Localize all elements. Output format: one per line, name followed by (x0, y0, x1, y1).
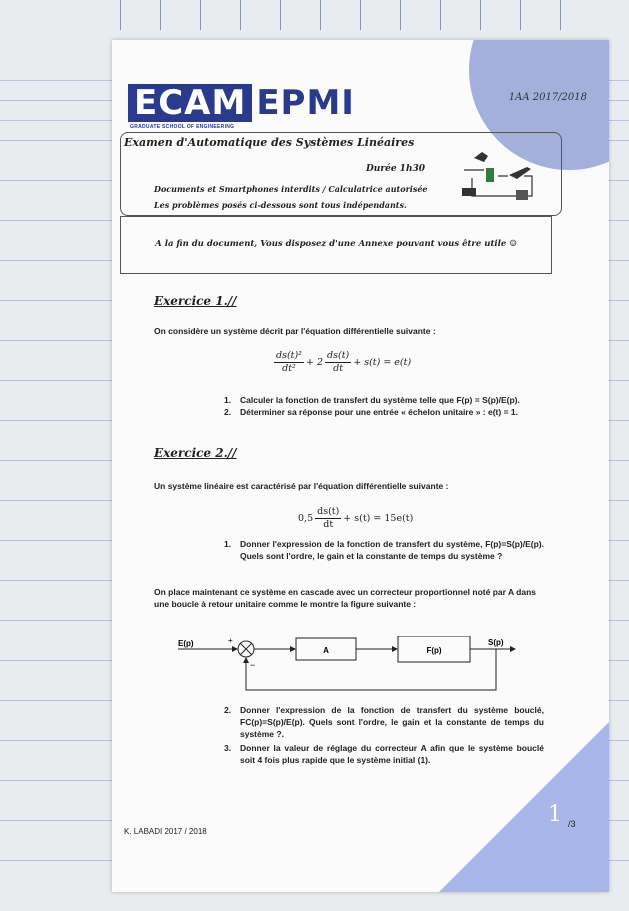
question-number: 3. (224, 743, 232, 753)
eq2-tail: + s(t) = 15e(t) (343, 513, 414, 524)
exam-duration: Durée 1h30 (366, 164, 426, 174)
eq2-num: ds(t) (317, 506, 340, 517)
page-number: 1 (548, 802, 562, 827)
exam-title: Examen d'Automatique des Systèmes Linéaires (124, 136, 415, 149)
exercise1-questions (224, 394, 564, 418)
exercise2-title: Exercice 2.// (154, 446, 237, 460)
annex-note: A la fin du document, Vous disposez d'une Annexe pouvant vous être utile ☺ (155, 239, 517, 249)
question-item (224, 394, 564, 406)
question-text: Donner l'expression de la fonction de transfert du système bouclé, FC(p)=S(p)/E(p). Quels sont l'ordre, le gain et la constante de temps du système ?. (240, 705, 544, 739)
eq1-num-2: ds(t) (327, 350, 350, 361)
diagram-output-label: S(p) (488, 638, 504, 647)
question-text: Donner la valeur de réglage du correcteur A afin que le système bouclé soit 4 fois plus rapide que le système initial (1). (240, 743, 544, 765)
question-item (224, 538, 544, 562)
exercise2-question-3 (224, 742, 544, 766)
exercise2-equation (298, 506, 413, 531)
question-number: 2. (224, 705, 232, 715)
eq1-tail: + s(t) = e(t) (353, 357, 412, 368)
academic-year: 1AA 2017/2018 (508, 92, 587, 103)
eq1-num-1: ds(t)² (276, 350, 302, 361)
question-text: Donner l'expression de la fonction de transfert du système, F(p)=S(p)/E(p). Quels sont l'ordre, le gain et la constante de temps du système ? (240, 539, 544, 561)
block-a-label: A (323, 646, 329, 655)
exercise2-question-2 (224, 704, 544, 740)
logo-ecam: ECAM (128, 84, 252, 122)
exercise2-question-1 (224, 538, 544, 562)
question-text: Calculer la fonction de transfert du système telle que F(p) = S(p)/E(p). (240, 395, 520, 405)
question-number: 1. (224, 395, 232, 405)
question-item (224, 704, 544, 740)
exercise1-title: Exercice 1.// (154, 294, 237, 308)
exercise2-intro: Un système linéaire est caractérisé par l'équation différentielle suivante : (154, 481, 449, 491)
exercise1-intro: On considère un système décrit par l'équation différentielle suivante : (154, 326, 436, 336)
eq2-den: dt (323, 519, 334, 530)
logo-epmi: EPMI (256, 83, 355, 123)
rule-independent: Les problèmes posés ci-dessous sont tous indépendants. (154, 200, 407, 210)
block-f-label: F(p) (426, 646, 442, 655)
eq1-den-2: dt (333, 363, 344, 374)
diagram-input-label: E(p) (178, 639, 194, 648)
rule-devices: Documents et Smartphones interdits / Calculatrice autorisée (154, 184, 428, 194)
question-number: 1. (224, 539, 232, 549)
eq2-lead: 0,5 (298, 513, 314, 524)
summator-minus: − (250, 660, 256, 670)
page-total: /3 (568, 819, 576, 829)
annex-box (120, 216, 552, 274)
question-item (224, 742, 544, 766)
question-text: Déterminer sa réponse pour une entrée « échelon unitaire » : e(t) = 1. (240, 407, 518, 417)
eq1-den-1: dt² (282, 363, 296, 374)
eq1-frac-1 (274, 350, 304, 375)
logo-subtitle: GRADUATE SCHOOL OF ENGINEERING (130, 124, 235, 130)
school-logo (128, 84, 359, 122)
eq1-frac-2 (325, 350, 351, 375)
exercise1-equation (272, 350, 411, 375)
feedback-loop (246, 649, 496, 690)
cascade-description: On place maintenant ce système en cascade avec un correcteur proportionnel noté par A dans une boucle à retour unitaire comme le montre la figure suivante : (154, 587, 536, 609)
question-item (224, 406, 564, 418)
summator-plus: + (228, 636, 233, 645)
footer-author: K. LABADI 2017 / 2018 (124, 827, 207, 836)
question-number: 2. (224, 407, 232, 417)
eq1-mid: + 2 (306, 357, 324, 368)
eq2-frac (315, 506, 341, 531)
block-diagram (178, 636, 518, 712)
control-loop-illustration (454, 140, 544, 210)
exam-page (112, 40, 609, 892)
